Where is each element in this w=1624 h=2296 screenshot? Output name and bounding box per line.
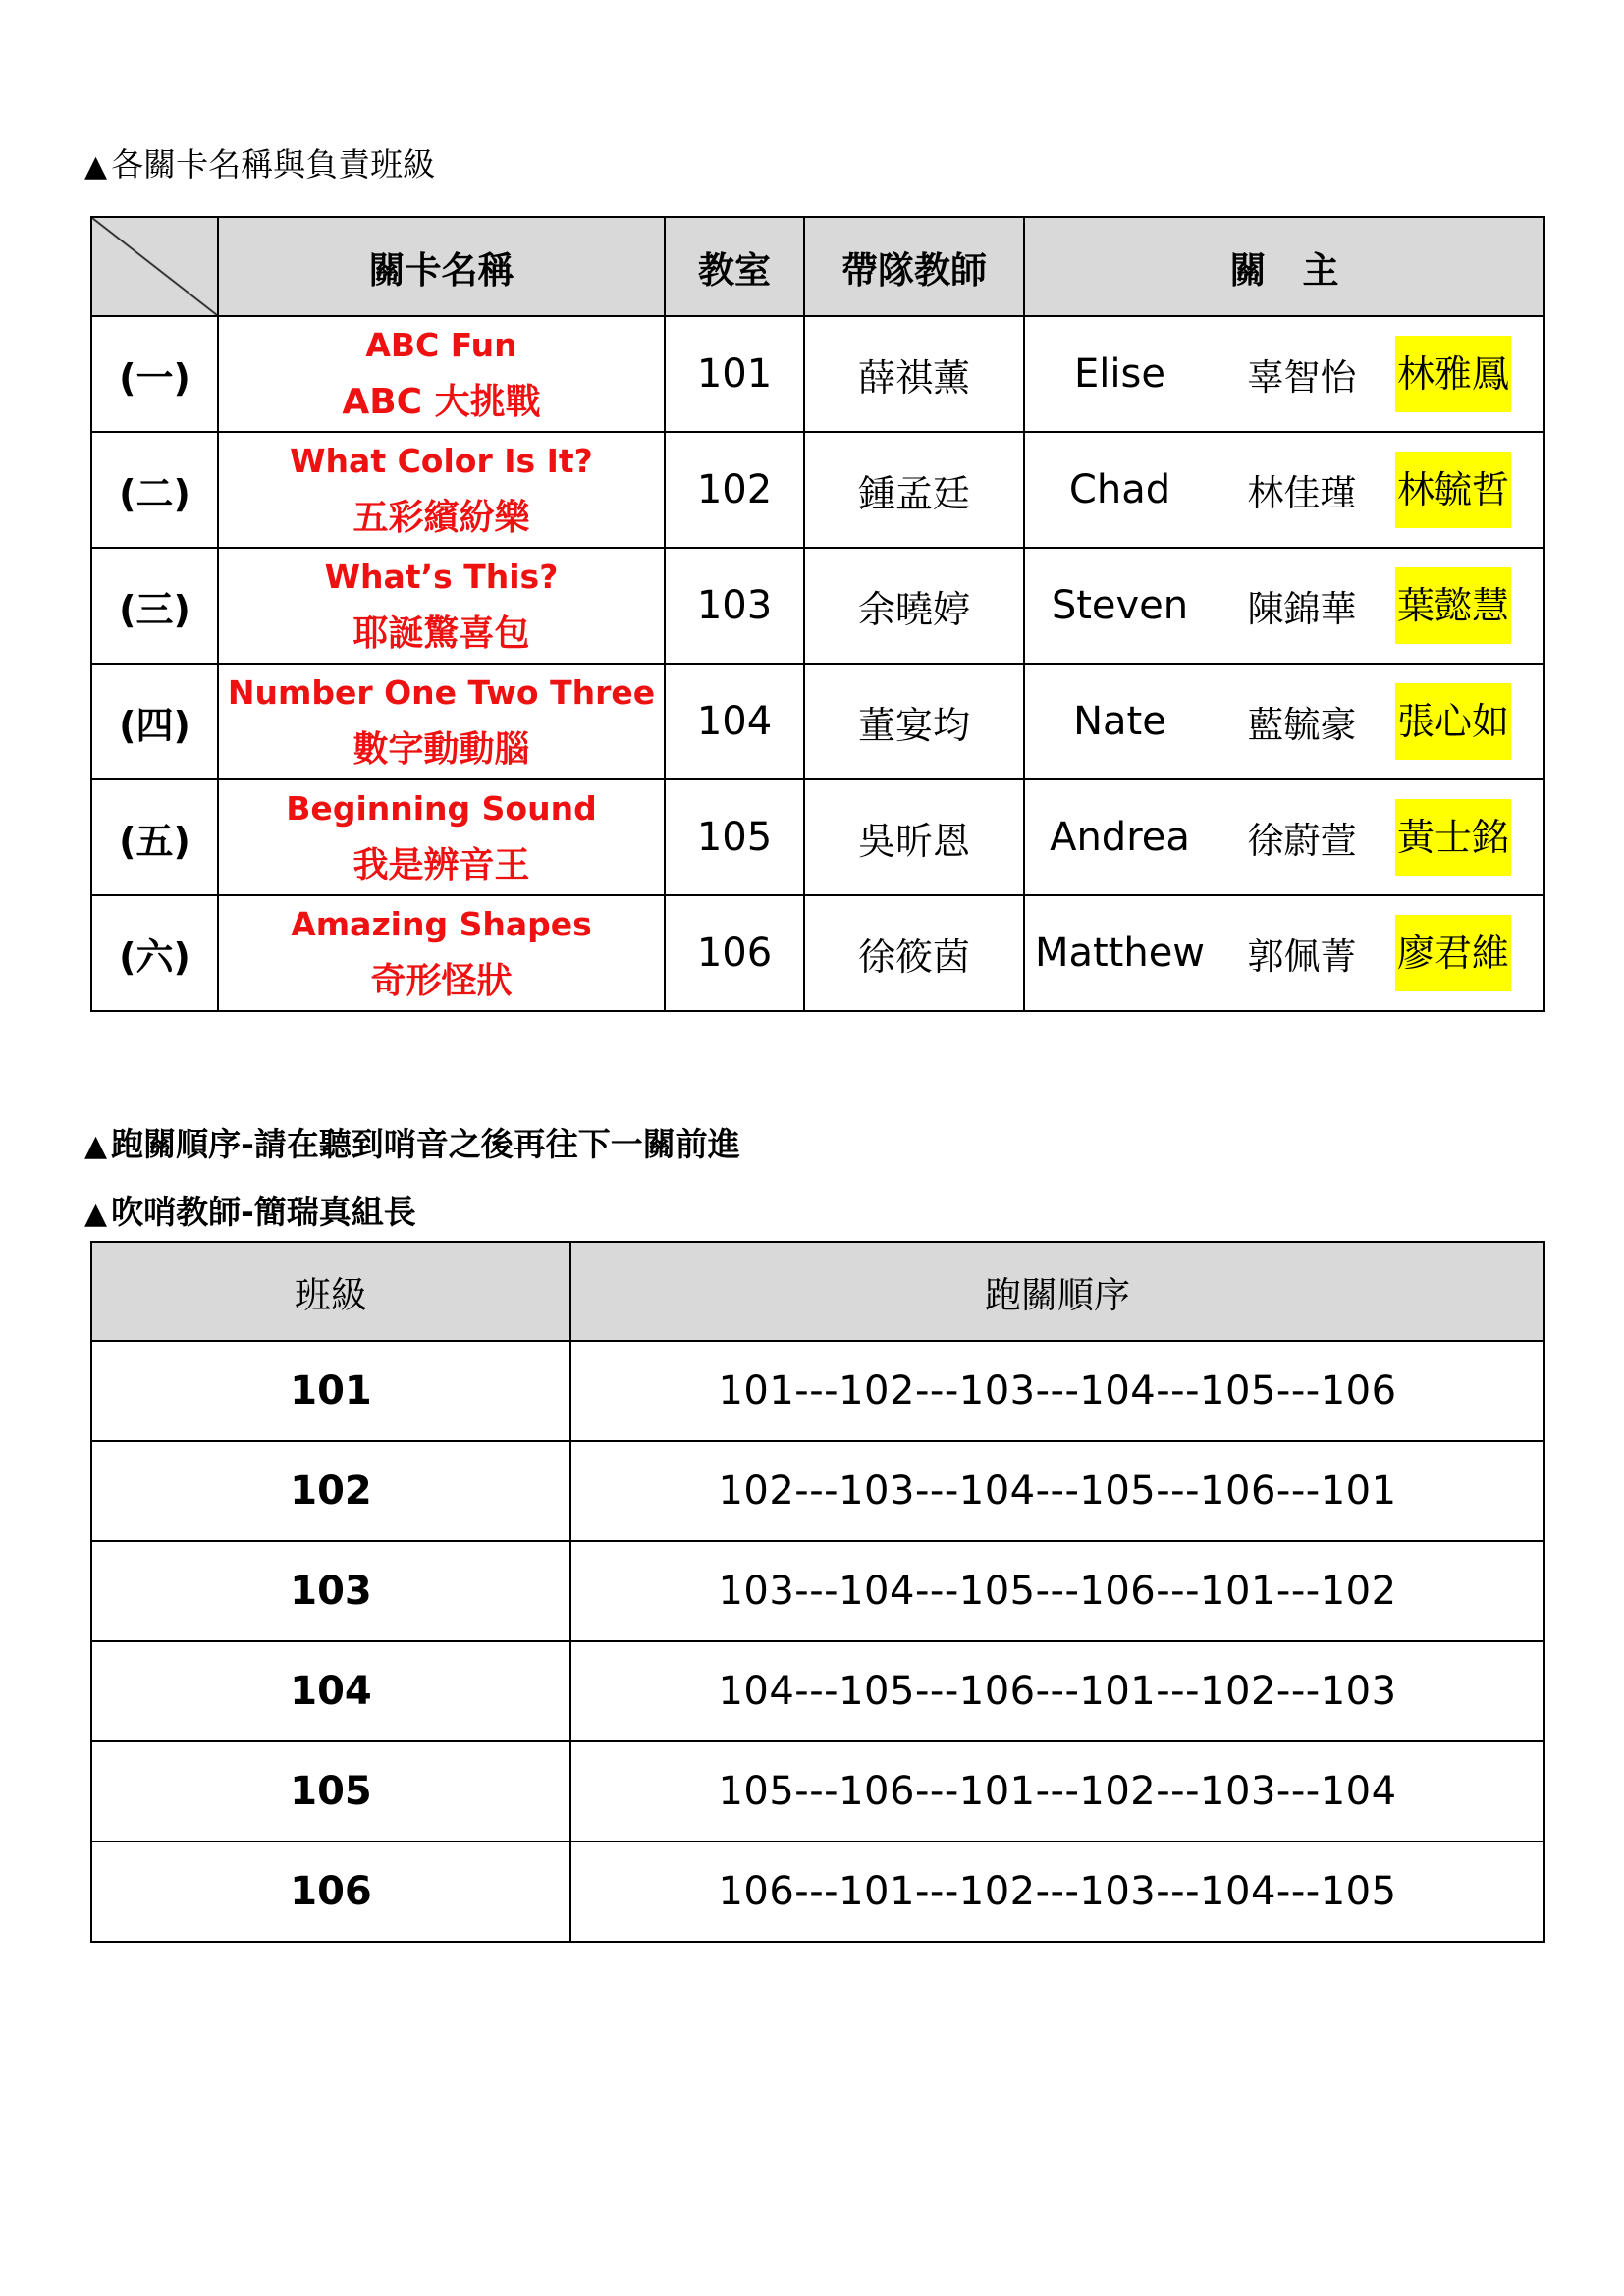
- teacher-name: 余曉婷: [804, 548, 1024, 664]
- rotation-table-header-row: [91, 1242, 1544, 1341]
- host-english-name: Nate: [1073, 699, 1166, 744]
- station-table-header-row: [91, 217, 1544, 316]
- header-room: 教室: [665, 217, 804, 316]
- station-name-cell: [218, 432, 665, 548]
- rotation-sequence: 102---103---104---105---106---101: [570, 1441, 1544, 1541]
- host-cell: [1024, 779, 1544, 895]
- host-cell: [1024, 548, 1544, 664]
- station-index: (五): [91, 779, 218, 895]
- diagonal-corner-cell: [91, 217, 218, 316]
- teacher-name: 鍾孟廷: [804, 432, 1024, 548]
- room-number: 102: [665, 432, 804, 548]
- host-english-name: Steven: [1051, 583, 1189, 628]
- station-name-cell: [218, 664, 665, 779]
- station-name-en: What Color Is It?: [290, 442, 593, 480]
- header-station-name: 關卡名稱: [218, 217, 665, 316]
- class-number: 101: [91, 1341, 570, 1441]
- class-number: 102: [91, 1441, 570, 1541]
- host-cell: [1024, 895, 1544, 1011]
- table-row: [91, 664, 1544, 779]
- station-index: (六): [91, 895, 218, 1011]
- header-order: 跑關順序: [570, 1242, 1544, 1341]
- header-class: 班級: [91, 1242, 570, 1341]
- room-number: 104: [665, 664, 804, 779]
- host-chinese-name: 藍毓豪: [1247, 704, 1357, 746]
- room-number: 106: [665, 895, 804, 1011]
- rotation-sequence: 104---105---106---101---102---103: [570, 1641, 1544, 1741]
- rotation-sequence: 101---102---103---104---105---106: [570, 1341, 1544, 1441]
- section2-heading-text: 跑關順序-請在聽到哨音之後再往下一關前進: [111, 1125, 740, 1163]
- section2-heading: [84, 1123, 740, 1168]
- station-name-zh: 數字動動腦: [352, 729, 530, 770]
- section1-heading: [84, 143, 435, 188]
- header-host: 關 主: [1024, 217, 1544, 316]
- host-chinese-name: 陳錦華: [1247, 588, 1357, 630]
- station-name-zh: 五彩繽紛樂: [352, 498, 530, 538]
- room-number: 101: [665, 316, 804, 432]
- table-row: [91, 1341, 1544, 1441]
- class-number: 104: [91, 1641, 570, 1741]
- station-name-cell: [218, 779, 665, 895]
- station-name-zh: 奇形怪狀: [370, 961, 513, 1001]
- triangle-marker-icon: ▲: [84, 1129, 108, 1163]
- station-name-en: Amazing Shapes: [291, 905, 592, 943]
- station-name-en: Number One Two Three: [227, 673, 656, 712]
- host-student-highlight: 黃士銘: [1395, 799, 1511, 876]
- table-row: [91, 1541, 1544, 1641]
- section1-heading-text: 各關卡名稱與負責班級: [111, 145, 436, 184]
- room-number: 103: [665, 548, 804, 664]
- class-number: 103: [91, 1541, 570, 1641]
- class-number: 106: [91, 1842, 570, 1942]
- station-name-en: ABC Fun: [365, 326, 517, 364]
- host-student-highlight: 廖君維: [1395, 915, 1511, 991]
- rotation-sequence: 105---106---101---102---103---104: [570, 1741, 1544, 1842]
- station-name-zh: ABC 大挑戰: [342, 382, 541, 422]
- teacher-name: 徐筱茵: [804, 895, 1024, 1011]
- teacher-name: 吳昕恩: [804, 779, 1024, 895]
- host-chinese-name: 辜智怡: [1247, 356, 1357, 399]
- station-index: (二): [91, 432, 218, 548]
- room-number: 105: [665, 779, 804, 895]
- station-table: [90, 216, 1545, 1012]
- header-teacher: 帶隊教師: [804, 217, 1024, 316]
- table-row: [91, 779, 1544, 895]
- rotation-sequence: 103---104---105---106---101---102: [570, 1541, 1544, 1641]
- station-index: (四): [91, 664, 218, 779]
- station-name-zh: 耶誕驚喜包: [352, 614, 530, 654]
- table-row: [91, 1441, 1544, 1541]
- host-chinese-name: 徐蔚萱: [1247, 820, 1357, 862]
- host-student-highlight: 林雅鳳: [1395, 336, 1511, 412]
- table-row: [91, 548, 1544, 664]
- host-cell: [1024, 316, 1544, 432]
- section2-subheading: [84, 1191, 416, 1236]
- table-row: [91, 316, 1544, 432]
- class-number: 105: [91, 1741, 570, 1842]
- triangle-marker-icon: ▲: [84, 149, 108, 184]
- host-english-name: Andrea: [1050, 815, 1190, 860]
- host-student-highlight: 張心如: [1395, 683, 1511, 760]
- table-row: [91, 1842, 1544, 1942]
- teacher-name: 薛祺薰: [804, 316, 1024, 432]
- station-index: (三): [91, 548, 218, 664]
- rotation-sequence: 106---101---102---103---104---105: [570, 1842, 1544, 1942]
- station-name-cell: [218, 895, 665, 1011]
- host-english-name: Elise: [1074, 351, 1165, 397]
- station-name-en: Beginning Sound: [286, 789, 597, 828]
- station-name-cell: [218, 548, 665, 664]
- teacher-name: 董宴均: [804, 664, 1024, 779]
- section2-subheading-text: 吹哨教師-簡瑞真組長: [111, 1193, 416, 1231]
- rotation-order-table: [90, 1241, 1545, 1943]
- host-cell: [1024, 432, 1544, 548]
- host-english-name: Matthew: [1034, 931, 1206, 976]
- host-student-highlight: 林毓哲: [1395, 452, 1511, 528]
- host-chinese-name: 郭佩菁: [1247, 935, 1357, 978]
- station-name-zh: 我是辨音王: [352, 845, 530, 885]
- host-chinese-name: 林佳瑾: [1247, 472, 1357, 514]
- host-cell: [1024, 664, 1544, 779]
- host-english-name: Chad: [1068, 467, 1171, 512]
- triangle-marker-icon: ▲: [84, 1197, 108, 1231]
- table-row: [91, 1741, 1544, 1842]
- table-row: [91, 895, 1544, 1011]
- table-row: [91, 1641, 1544, 1741]
- station-name-cell: [218, 316, 665, 432]
- host-student-highlight: 葉懿慧: [1395, 567, 1511, 644]
- table-row: [91, 432, 1544, 548]
- station-name-en: What’s This?: [324, 558, 559, 596]
- station-index: (一): [91, 316, 218, 432]
